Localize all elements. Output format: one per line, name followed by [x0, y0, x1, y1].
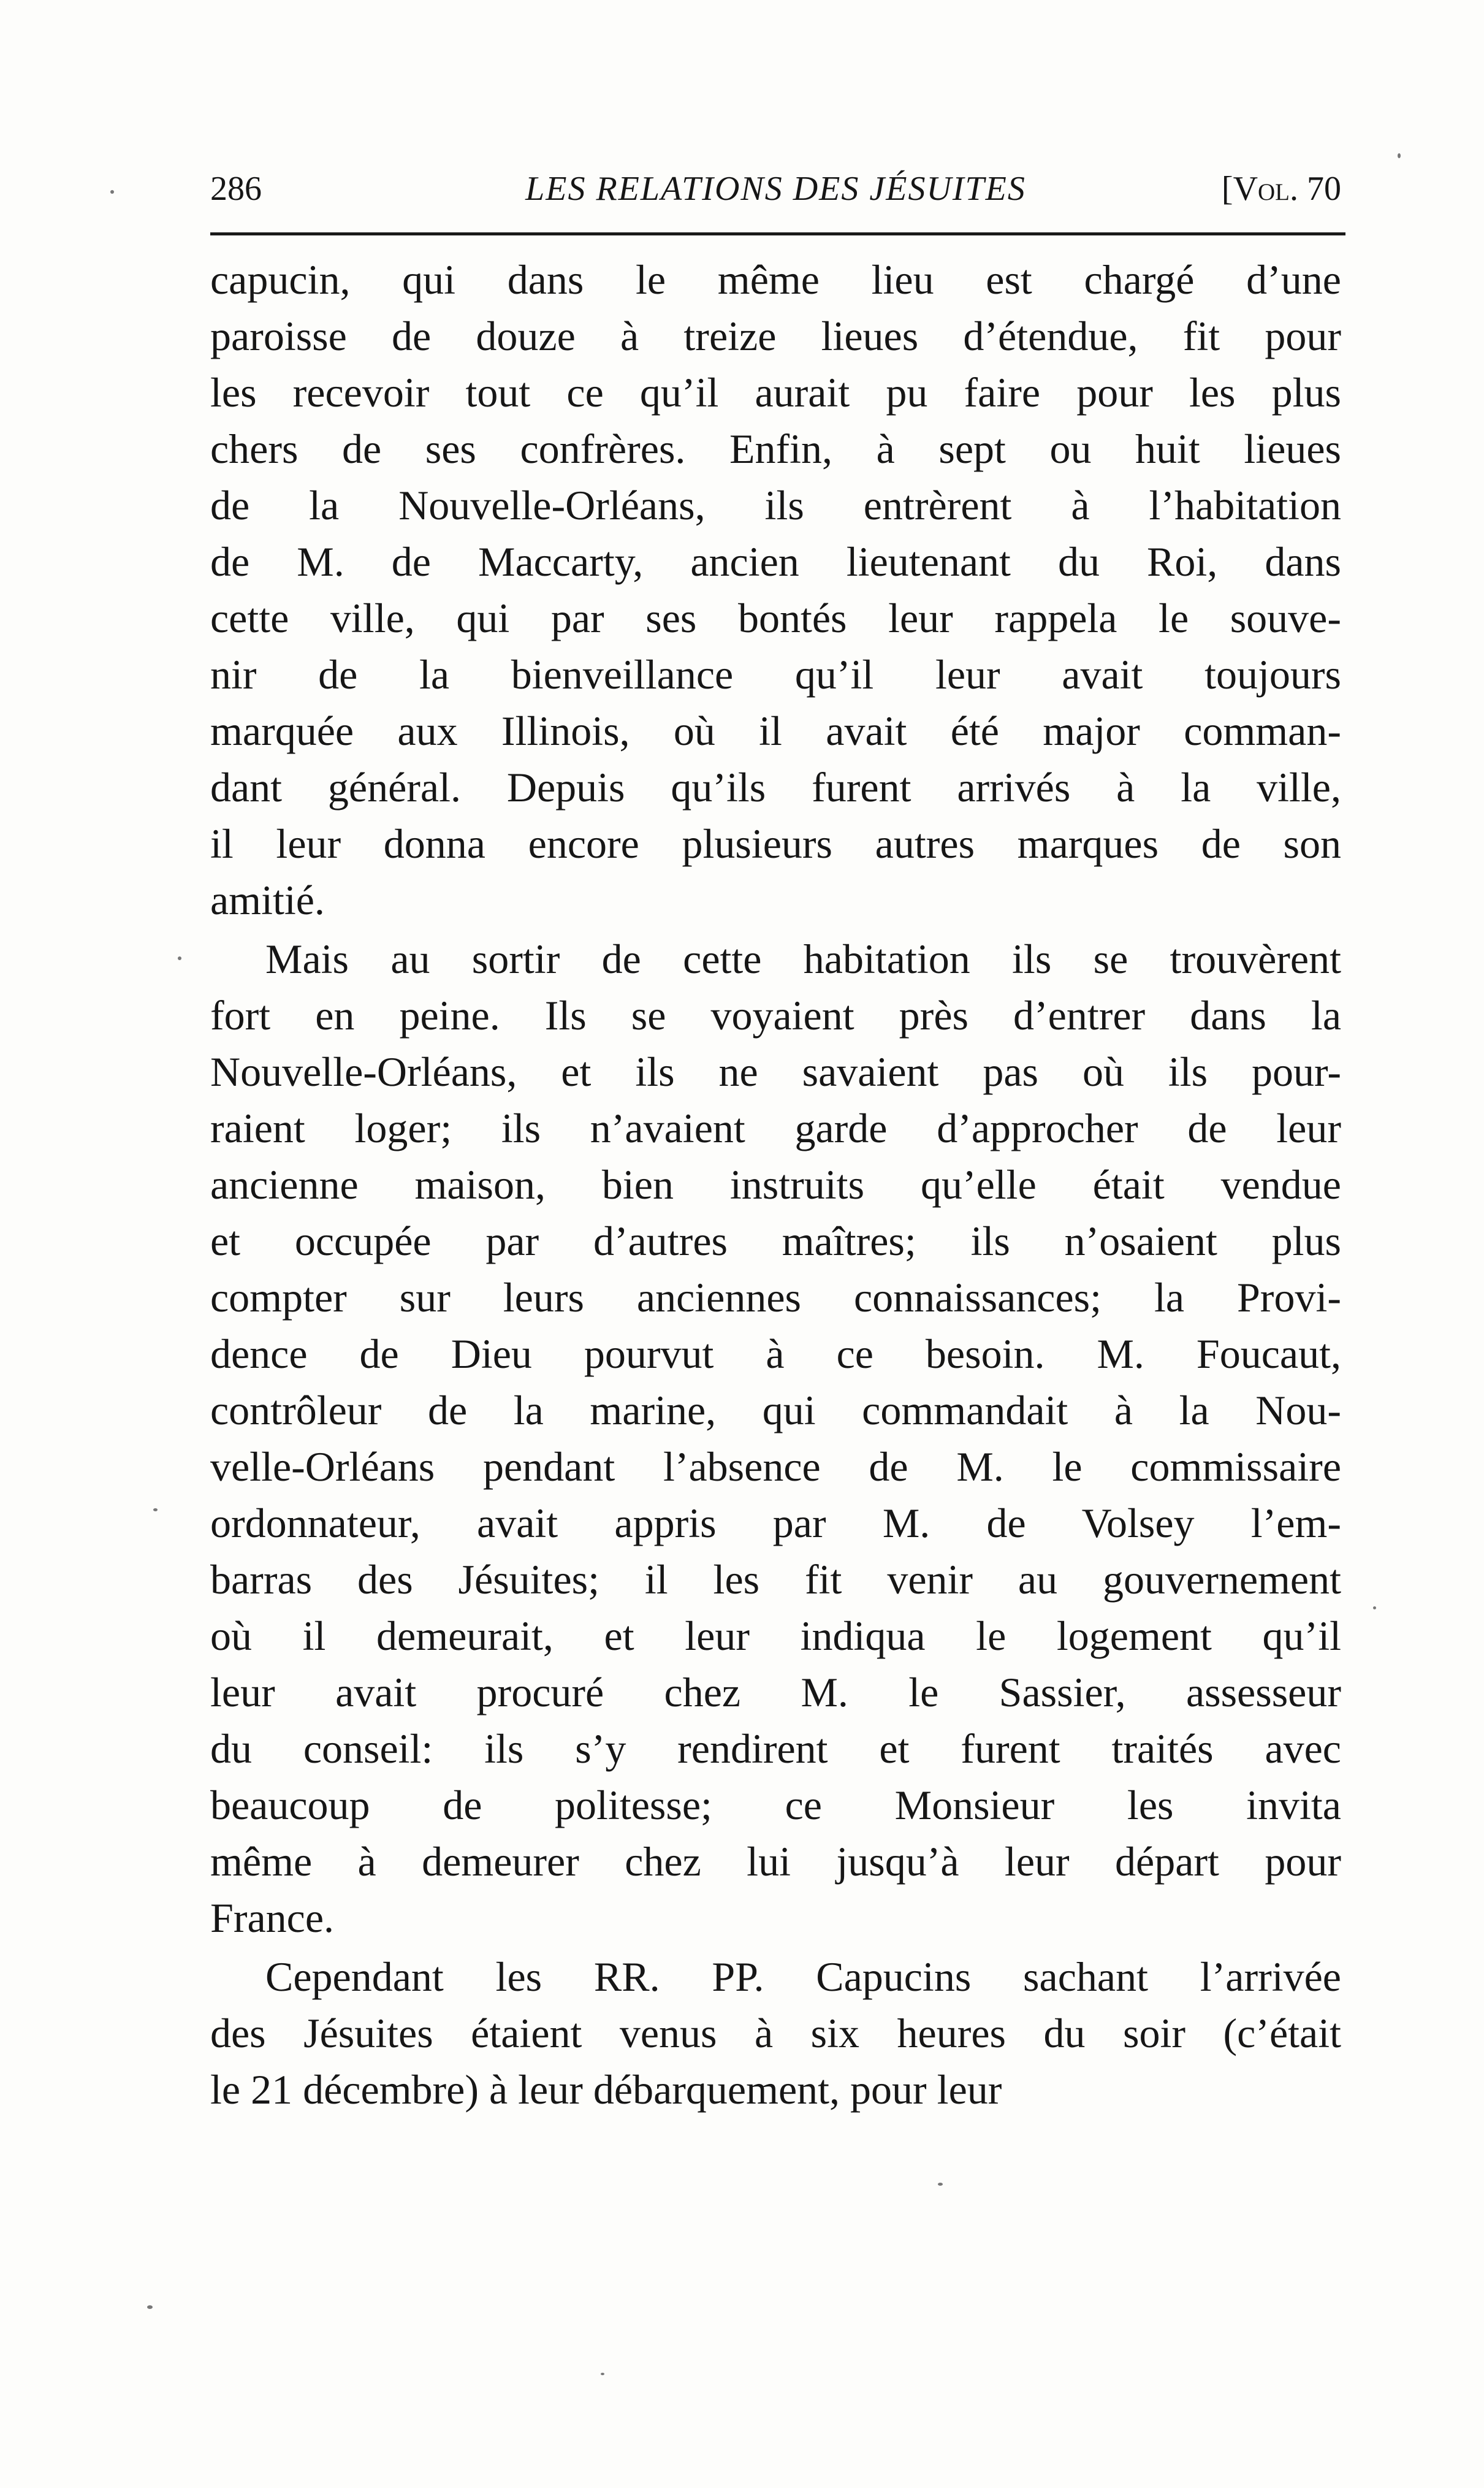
text-line: raient loger; ils n’avaient garde d’approcher de leur: [210, 1105, 1341, 1151]
text-line: du conseil: ils s’y rendirent et furent traités avec: [210, 1725, 1341, 1772]
text-line: où il demeurait, et leur indiqua le logement qu’il: [210, 1612, 1341, 1659]
paper-speck: [147, 2305, 153, 2309]
body-text: [210, 251, 1341, 2118]
text-line: et occupée par d’autres maîtres; ils n’osaient plus: [210, 1218, 1341, 1264]
text-line: amitié.: [210, 877, 325, 923]
text-line: Cependant les RR. PP. Capucins sachant l’arrivée: [265, 1953, 1341, 2000]
header-rule: [210, 232, 1345, 235]
text-line: de la Nouvelle-Orléans, ils entrèrent à l’habitation: [210, 482, 1341, 529]
text-line: de M. de Maccarty, ancien lieutenant du Roi, dans: [210, 538, 1341, 585]
text-line: des Jésuites étaient venus à six heures du soir (c’était: [210, 2010, 1341, 2056]
text-line: fort en peine. Ils se voyaient près d’entrer dans la: [210, 992, 1341, 1039]
page-number: 286: [210, 170, 262, 208]
paper-speck: [601, 2373, 604, 2375]
paper-speck: [178, 956, 181, 960]
text-line: le 21 décembre) à leur débarquement, pour leur: [210, 2066, 1002, 2113]
running-title: LES RELATIONS DES JÉSUITES: [525, 170, 1026, 208]
paper-speck: [1398, 153, 1401, 158]
paper-speck: [153, 1508, 158, 1511]
text-line: chers de ses confrères. Enfin, à sept ou huit lieues: [210, 425, 1341, 472]
text-line: contrôleur de la marine, qui commandait à la Nou-: [210, 1387, 1341, 1433]
text-line: il leur donna encore plusieurs autres marques de son: [210, 820, 1341, 867]
paper-speck: [110, 190, 114, 194]
text-line: barras des Jésuites; il les fit venir au gouvernement: [210, 1556, 1341, 1603]
text-line: dence de Dieu pourvut à ce besoin. M. Foucaut,: [210, 1330, 1341, 1377]
paper-speck: [938, 2183, 943, 2186]
running-header: [210, 164, 1341, 213]
text-line: Mais au sortir de cette habitation ils se trouvèrent: [265, 936, 1341, 982]
text-line: paroisse de douze à treize lieues d’étendue, fit pour: [210, 313, 1341, 359]
text-line: marquée aux Illinois, où il avait été major comman-: [210, 708, 1341, 754]
text-line: France.: [210, 1895, 335, 1941]
text-line: dant général. Depuis qu’ils furent arrivés à la ville,: [210, 764, 1341, 811]
text-line: velle-Orléans pendant l’absence de M. le commissaire: [210, 1443, 1341, 1490]
text-line: les recevoir tout ce qu’il aurait pu faire pour les plus: [210, 369, 1341, 416]
text-line: capucin, qui dans le même lieu est chargé d’une: [210, 256, 1341, 303]
paper-speck: [1373, 1606, 1376, 1609]
text-line: beaucoup de politesse; ce Monsieur les invita: [210, 1782, 1341, 1828]
text-line: compter sur leurs anciennes connaissances; la Provi-: [210, 1274, 1341, 1321]
text-line: même à demeurer chez lui jusqu’à leur départ pour: [210, 1838, 1341, 1885]
text-line: ordonnateur, avait appris par M. de Volsey l’em-: [210, 1500, 1341, 1546]
volume-label: [Vol. 70: [1221, 170, 1341, 208]
text-line: cette ville, qui par ses bontés leur rappela le souve-: [210, 595, 1341, 641]
text-line: Nouvelle-Orléans, et ils ne savaient pas où ils pour-: [210, 1048, 1341, 1095]
text-line: ancienne maison, bien instruits qu’elle était vendue: [210, 1161, 1341, 1208]
text-line: leur avait procuré chez M. le Sassier, assesseur: [210, 1669, 1341, 1715]
text-line: nir de la bienveillance qu’il leur avait toujours: [210, 651, 1341, 698]
